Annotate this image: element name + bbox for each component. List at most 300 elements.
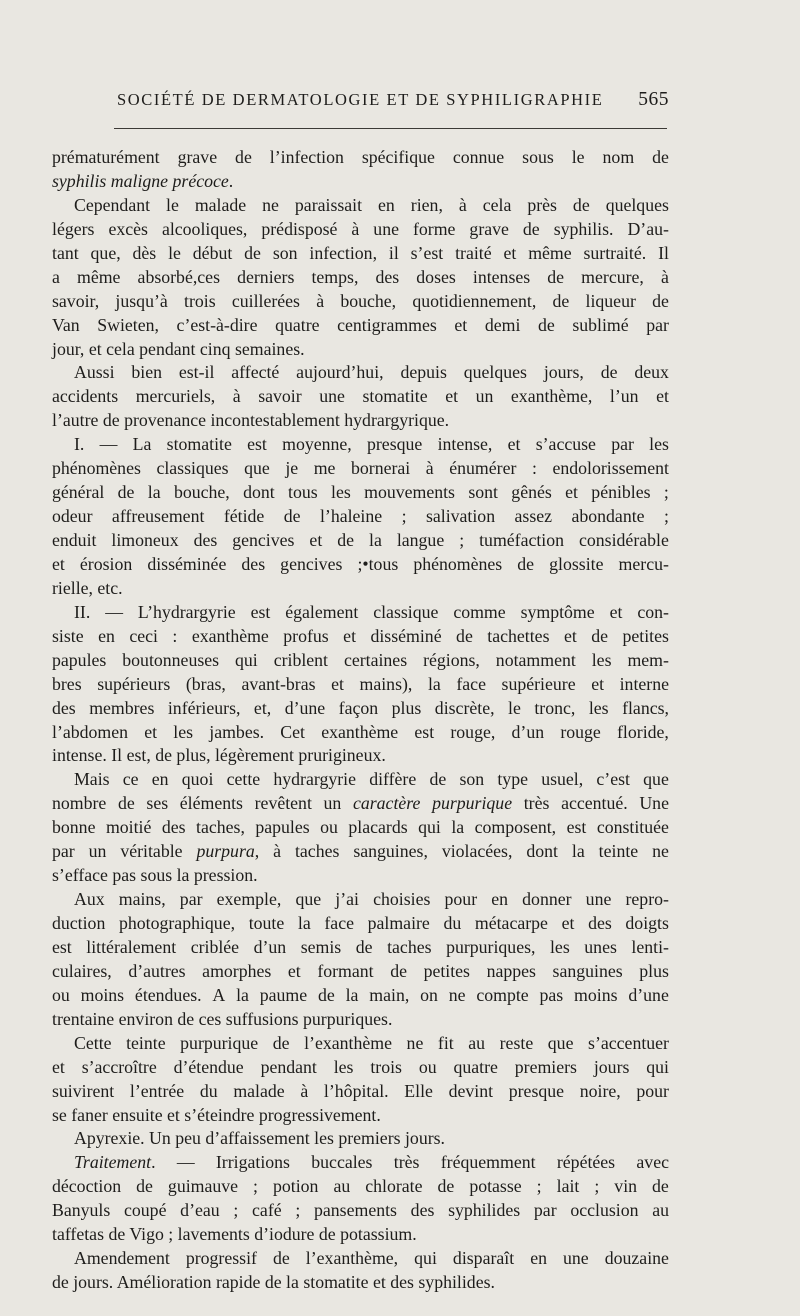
word: aujourd’hui, [296, 362, 384, 383]
word: un [475, 386, 494, 407]
word: ; [253, 1176, 258, 1197]
word: limoneux [111, 530, 179, 550]
word: usuel, [541, 769, 584, 790]
word: une [373, 218, 399, 239]
text-line [52, 505, 669, 529]
text-line [52, 218, 669, 242]
word: ; [295, 1200, 301, 1221]
word: teinte [598, 841, 639, 862]
text-segment: rielle, etc. [52, 577, 123, 598]
word: pénibles [591, 482, 651, 503]
word: de [337, 530, 355, 550]
word: papules [52, 649, 107, 670]
text-line [52, 649, 669, 673]
word: pour [444, 889, 478, 910]
word: presque [367, 434, 423, 455]
word: mercure, [581, 266, 644, 287]
word: à [273, 841, 282, 862]
word: des [241, 553, 266, 574]
word: malade [233, 1080, 285, 1101]
word: jusqu’à [115, 290, 168, 311]
text-line [52, 1247, 669, 1271]
word: lenti- [631, 936, 669, 957]
word: discrète, [434, 697, 495, 718]
word: teinte [126, 1032, 166, 1053]
word: et [445, 386, 459, 407]
text-segment: Apyrexie. Un peu d’affaissement les premiers jours. [74, 1128, 445, 1149]
word: certaines [343, 649, 408, 670]
word: ceci [129, 625, 158, 646]
word: les [549, 936, 570, 957]
word: deux [634, 362, 669, 383]
word: à [458, 194, 467, 215]
word: Cependant [74, 194, 151, 215]
word: affecté [231, 362, 280, 383]
word: cela [482, 194, 512, 215]
word: — [176, 1152, 195, 1173]
word: ce [122, 769, 139, 790]
word: membres [89, 697, 155, 718]
word: vin [614, 1176, 638, 1197]
word: disséminé [370, 625, 442, 646]
word: quoi [181, 769, 214, 790]
word: ou [418, 1056, 437, 1077]
word: tous [288, 482, 318, 503]
word: de [272, 1032, 290, 1053]
word: la [345, 984, 359, 1005]
text-line [52, 409, 669, 433]
word: fit [437, 1032, 454, 1053]
word: de [235, 147, 252, 167]
word: suivirent [52, 1080, 115, 1101]
word: près [527, 194, 557, 215]
word: les [173, 721, 194, 742]
word: considérable [579, 530, 669, 550]
word: l’infection [269, 147, 344, 167]
word: mercuriels, [135, 386, 216, 407]
word: des [52, 697, 76, 718]
word: au [652, 1200, 669, 1221]
text-segment: se faner ensuite et s’éteindre progressivement. [52, 1104, 381, 1125]
word: Cet [280, 721, 305, 742]
word: moins [80, 984, 125, 1005]
text-line [52, 266, 669, 290]
word: d’étendue [173, 1056, 244, 1077]
word: paume [259, 984, 308, 1005]
word: s’accentuer [588, 1032, 669, 1053]
word: bres [52, 673, 82, 694]
word: syphilides [448, 1200, 521, 1221]
word: très [523, 793, 550, 814]
text-line [52, 721, 669, 745]
word: s’est [410, 242, 444, 263]
text-line [52, 1008, 669, 1032]
word: intense, [437, 434, 493, 455]
word: dont [526, 841, 558, 862]
word: chlorate [365, 1176, 423, 1197]
word: trois [184, 290, 216, 311]
word: affreusement [111, 506, 205, 527]
text-line [52, 385, 669, 409]
text-segment: intense. Il est, de plus, légèrement prurigineux. [52, 745, 386, 766]
word: tuméfaction [479, 530, 565, 550]
running-title: SOCIÉTÉ DE DERMATOLOGIE ET DE SYPHILIGRAPHIE [117, 90, 604, 109]
word: véritable [120, 841, 183, 862]
text-line [52, 697, 669, 721]
word: que [643, 769, 669, 790]
word: exanthème [191, 625, 269, 646]
word: dont [243, 482, 275, 503]
word: comme [453, 601, 506, 622]
word: le [571, 147, 585, 167]
word: à [300, 1080, 309, 1101]
text-line [52, 290, 669, 314]
text-line [52, 1199, 669, 1223]
word: d’autres [128, 960, 186, 981]
word: interne [619, 673, 669, 694]
word: purpurique [180, 1032, 259, 1053]
word: donner [522, 889, 572, 910]
word: c’est-à-dire [176, 314, 258, 335]
word: profus [283, 625, 329, 646]
text-line [52, 1080, 669, 1104]
word: de [517, 553, 535, 574]
word: infection, [309, 242, 378, 263]
word: l’haleine [319, 506, 383, 527]
word: par [646, 314, 669, 335]
word: et [507, 434, 521, 455]
word: nombre [52, 793, 107, 814]
word: exanthème, [510, 386, 593, 407]
word: et [52, 553, 65, 574]
word: purpuriques, [446, 936, 536, 957]
text-line [52, 242, 669, 266]
word: la [427, 673, 441, 694]
word: sanguines, [353, 841, 428, 862]
word: est [414, 721, 435, 742]
word: de [429, 769, 447, 790]
word: éléments [179, 793, 243, 814]
word: qui [414, 1248, 437, 1269]
word: par [52, 841, 75, 862]
word: métacarpe [474, 913, 548, 933]
word: de [437, 1176, 455, 1197]
word: reste [499, 1032, 534, 1053]
word: très [393, 1152, 420, 1173]
word: gencives [280, 553, 343, 574]
word: caractère [352, 793, 421, 814]
word: de [652, 1176, 669, 1197]
word: début [192, 242, 233, 263]
word: me [313, 458, 336, 479]
word: du [443, 913, 462, 933]
text-line [52, 170, 669, 194]
word: ; [663, 482, 669, 503]
word: glossite [549, 553, 604, 574]
word: ; [233, 1200, 239, 1221]
word: temps, [311, 266, 359, 287]
word: sont [468, 482, 498, 503]
word: des [375, 266, 400, 287]
word: traité [455, 242, 492, 263]
word: classiques [156, 458, 229, 479]
word: avant-bras [241, 673, 316, 694]
word: avec [636, 1152, 669, 1173]
word: semis [300, 936, 342, 957]
word: façon [338, 697, 379, 718]
word: placards [348, 817, 408, 838]
word: même [528, 242, 572, 263]
word: est [566, 817, 587, 838]
word: D’au- [627, 218, 669, 239]
word: légers [52, 218, 95, 239]
word: phénomènes [52, 458, 141, 479]
word: malade [194, 194, 247, 215]
word: bouche, [173, 482, 230, 503]
word: s’accuse [535, 434, 596, 455]
text-line [52, 673, 669, 697]
word: moitié [105, 817, 152, 838]
word: quatre [453, 1056, 498, 1077]
text-line [52, 744, 669, 768]
word: bonne [52, 817, 96, 838]
word: et [609, 601, 623, 622]
word: face [456, 673, 486, 694]
text-segment: jour, et cela pendant cinq semaines. [52, 338, 305, 359]
word: potion [273, 1176, 319, 1197]
word: ses [146, 793, 169, 814]
text-segment: s’efface pas sous la pression. [52, 865, 258, 886]
word: stomatite [166, 434, 232, 455]
word: type [497, 769, 528, 790]
word: boutonneuses [122, 649, 220, 670]
word: de [456, 625, 473, 646]
word: de [283, 506, 301, 527]
word: son [459, 769, 485, 790]
word: pansements [314, 1200, 397, 1221]
text-line [52, 1151, 669, 1175]
word: supérieure [501, 673, 576, 694]
word: du [199, 1080, 218, 1101]
text-line [52, 864, 669, 888]
word: en [98, 625, 115, 646]
word: que, [90, 242, 121, 263]
text-segment: taffetas de Vigo ; lavements d’iodure de potassium. [52, 1224, 417, 1245]
word: unes [584, 936, 617, 957]
word: est-il [178, 362, 215, 383]
word: des [193, 530, 218, 550]
word: les [331, 482, 351, 503]
word: à [351, 218, 360, 239]
word: décoction [52, 1176, 122, 1197]
word: bouche, [340, 290, 397, 311]
word: qui [646, 1056, 669, 1077]
word: mouvements [364, 482, 455, 503]
word: de [390, 960, 407, 981]
word: que [547, 1032, 574, 1053]
text-line [52, 361, 669, 385]
word: disséminée [147, 553, 227, 574]
word: Amendement [74, 1248, 170, 1269]
word: Aux [74, 889, 105, 910]
word: noire, [579, 1080, 621, 1101]
word: et [144, 721, 158, 742]
word: mains, [118, 889, 166, 910]
word: presque [508, 1080, 565, 1101]
word: des [161, 817, 186, 838]
word: la [147, 482, 161, 503]
word: alcooliques, [161, 218, 248, 239]
word: le [168, 242, 181, 263]
word: guimauve [167, 1176, 239, 1197]
word: général [52, 482, 105, 503]
word: premiers [514, 1056, 577, 1077]
body-text [52, 146, 669, 1295]
text-line [52, 840, 669, 864]
word: langue [396, 530, 445, 550]
word: la [236, 984, 249, 1005]
word: exemple, [216, 889, 282, 910]
word: littéralement [86, 936, 177, 957]
word: Van [52, 314, 80, 335]
word: La [132, 434, 152, 455]
word: ne [652, 841, 669, 862]
word: mem- [627, 649, 669, 670]
word: papules [255, 817, 310, 838]
text-line [52, 936, 669, 960]
word: répétées [556, 1152, 616, 1173]
word: Il [658, 242, 669, 263]
word: l’exanthème, [305, 1248, 399, 1269]
word: des [410, 1200, 435, 1221]
word: violacées, [441, 841, 513, 862]
word: Irrigations [215, 1152, 290, 1173]
word: Mais [74, 769, 110, 790]
word: gênés [511, 482, 552, 503]
text-line [52, 481, 669, 505]
word: liqueur [585, 290, 636, 311]
text-line [52, 1104, 669, 1128]
word: café [252, 1200, 282, 1221]
word: connue [452, 147, 505, 167]
word: grave [469, 218, 509, 239]
word: plus [391, 697, 422, 718]
word: main, [369, 984, 410, 1005]
word: doigts [625, 913, 669, 933]
word: forme [412, 218, 456, 239]
word: tronc, [534, 697, 576, 718]
word: de [652, 147, 669, 167]
word: a [52, 266, 60, 287]
word: l’hôpital. [323, 1080, 389, 1101]
word: d’un [253, 936, 287, 957]
word: con- [637, 601, 669, 622]
word: une [319, 386, 345, 407]
word: de [355, 936, 373, 957]
word: accentué. [561, 793, 628, 814]
word: en [378, 194, 395, 215]
word: une [585, 889, 612, 910]
word: flancs, [622, 697, 669, 718]
word: de [136, 1176, 153, 1197]
word: rouge, [450, 721, 496, 742]
word: qui [418, 817, 441, 838]
word: notamment [495, 649, 576, 670]
text-line [52, 792, 669, 816]
text-line [52, 433, 669, 457]
word: jours, [543, 362, 584, 383]
word: syphilis. [553, 218, 614, 239]
word: quatre [275, 314, 320, 335]
text-line [52, 984, 669, 1008]
word: spécifique [361, 147, 435, 167]
word: ne [262, 194, 279, 215]
word: purpurique [432, 793, 513, 814]
word: érosion [79, 553, 133, 574]
word: également [285, 601, 359, 622]
word: je [285, 458, 299, 479]
word: duction [52, 913, 106, 933]
word: c’est [596, 769, 630, 790]
text-line [52, 194, 669, 218]
word: stomatite [362, 386, 428, 407]
word: l’entrée [129, 1080, 185, 1101]
word: salivation [425, 506, 496, 527]
word: de [317, 984, 335, 1005]
word: exanthème [321, 721, 399, 742]
word: moyenne, [282, 434, 352, 455]
word: prédisposé [261, 218, 338, 239]
word: est [247, 434, 267, 455]
word: quelques [463, 362, 527, 383]
word: ;•tous [357, 553, 399, 574]
word: odeur [52, 506, 93, 527]
word: de [572, 194, 590, 215]
word: Cette [74, 1032, 112, 1053]
word: endolorissement [552, 458, 669, 479]
word: symptôme [520, 601, 595, 622]
word: au [468, 1032, 486, 1053]
word: compte [476, 984, 529, 1005]
word: énumérer [449, 458, 517, 479]
text-line [52, 146, 669, 170]
text-line [52, 314, 669, 338]
word: l’un [609, 386, 639, 407]
text-line [52, 912, 669, 936]
word: et [561, 913, 575, 933]
word: à [425, 458, 434, 479]
word: que [244, 458, 270, 479]
word: étendues. [134, 984, 202, 1005]
word: la [451, 817, 465, 838]
word: tachettes [487, 625, 550, 646]
word: il [388, 242, 399, 263]
word: d’une [628, 984, 669, 1005]
word: et [656, 386, 669, 407]
word: par [179, 889, 203, 910]
text-line [52, 1127, 669, 1151]
word: mains), [359, 673, 413, 694]
text-line [52, 625, 669, 649]
word: criblent [273, 649, 328, 670]
word: l’exanthème [304, 1032, 392, 1053]
word: composent, [474, 817, 557, 838]
word: de [591, 625, 609, 646]
text-line [52, 553, 669, 577]
word: et [591, 673, 605, 694]
word: taches, [196, 817, 245, 838]
word: gencives [232, 530, 295, 550]
